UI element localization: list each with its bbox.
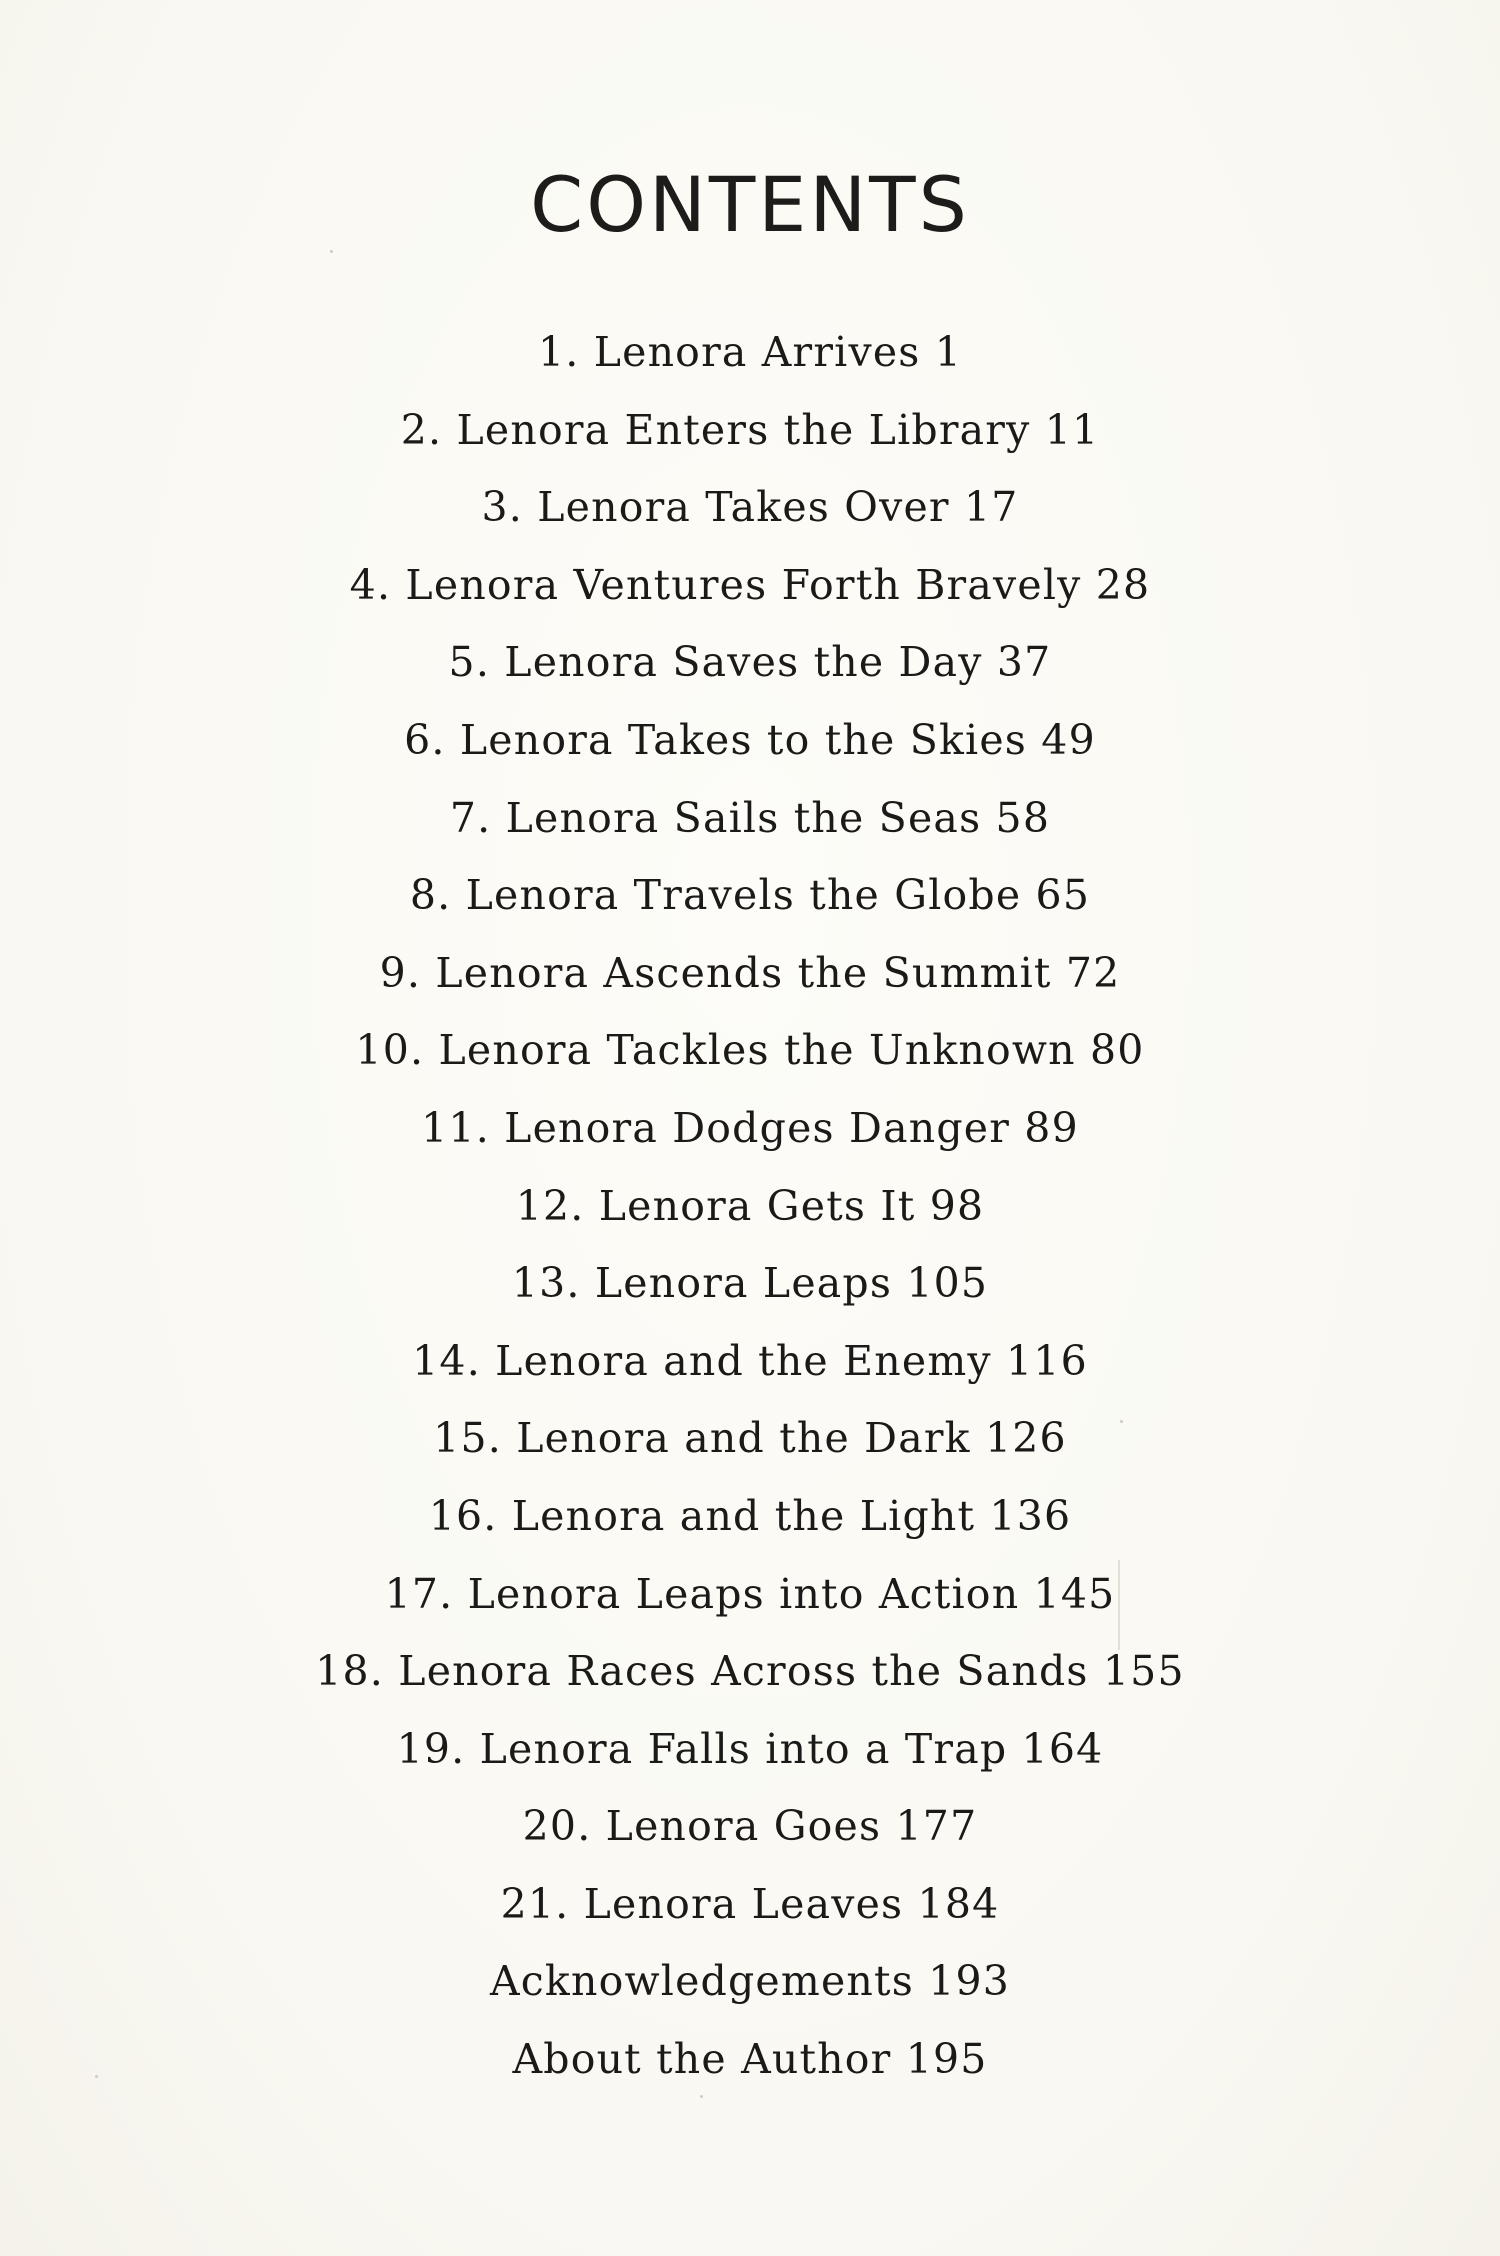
entry-page-number: 17 <box>963 483 1019 532</box>
table-of-contents <box>0 314 1500 2099</box>
entry-page-number: 1 <box>934 328 963 376</box>
toc-entry <box>0 702 1500 780</box>
page-title: CONTENTS <box>530 160 970 249</box>
entry-page-number: 28 <box>1095 560 1151 609</box>
entry-page-number: 49 <box>1041 715 1096 764</box>
entry-page-number: 164 <box>1021 1724 1104 1773</box>
toc-entry <box>0 1012 1500 1090</box>
toc-entry <box>0 547 1500 625</box>
entry-page-number: 195 <box>905 2035 988 2084</box>
entry-label: 19. Lenora Falls into a Trap <box>396 1724 1008 1773</box>
toc-entry <box>0 2021 1500 2099</box>
entry-page-number: 136 <box>989 1491 1072 1540</box>
entry-label: Acknowledgements <box>489 1957 914 2006</box>
entry-label: 5. Lenora Saves the Day <box>448 638 983 687</box>
entry-page-number: 11 <box>1044 405 1100 454</box>
entry-page-number: 116 <box>1006 1336 1088 1385</box>
entry-label: 17. Lenora Leaps into Action <box>384 1569 1020 1618</box>
toc-entry <box>0 1711 1500 1789</box>
toc-entry <box>0 1090 1500 1168</box>
entry-page-number: 177 <box>895 1802 978 1851</box>
entry-label: 3. Lenora Takes Over <box>481 483 950 532</box>
toc-entry <box>0 1556 1500 1634</box>
entry-label: 21. Lenora Leaves <box>500 1879 904 1928</box>
entry-page-number: 58 <box>995 793 1051 842</box>
toc-entry <box>0 1943 1500 2021</box>
entry-label: 8. Lenora Travels the Globe <box>409 871 1022 920</box>
entry-label: 12. Lenora Gets It <box>515 1181 916 1230</box>
toc-entry <box>0 1788 1500 1866</box>
entry-page-number: 126 <box>984 1414 1067 1463</box>
entry-label: About the Author <box>512 2035 892 2084</box>
entry-page-number: 89 <box>1024 1103 1079 1152</box>
entry-label: 11. Lenora Dodges Danger <box>421 1103 1011 1152</box>
paper-speck <box>330 250 333 253</box>
entry-page-number: 155 <box>1102 1647 1185 1696</box>
toc-entry <box>0 1866 1500 1944</box>
entry-label: 20. Lenora Goes <box>522 1802 882 1851</box>
entry-page-number: 98 <box>929 1181 985 1230</box>
entry-label: 6. Lenora Takes to the Skies <box>404 715 1028 764</box>
toc-entry <box>0 1323 1500 1401</box>
entry-label: 9. Lenora Ascends the Summit <box>379 948 1052 997</box>
toc-entry <box>0 1400 1500 1478</box>
entry-page-number: 72 <box>1065 948 1121 997</box>
entry-label: 13. Lenora Leaps <box>511 1259 893 1308</box>
toc-entry <box>0 1245 1500 1323</box>
entry-label: 7. Lenora Sails the Seas <box>449 793 982 842</box>
toc-entry <box>0 314 1500 392</box>
entry-page-number: 184 <box>917 1879 1000 1928</box>
entry-label: 1. Lenora Arrives <box>537 328 921 376</box>
entry-label: 15. Lenora and the Dark <box>433 1414 971 1463</box>
toc-entry <box>0 935 1500 1013</box>
toc-entry <box>0 780 1500 858</box>
entry-label: 4. Lenora Ventures Forth Bravely <box>349 560 1082 609</box>
toc-entry <box>0 624 1500 702</box>
toc-entry <box>0 392 1500 470</box>
entry-label: 2. Lenora Enters the Library <box>400 405 1031 454</box>
toc-entry <box>0 469 1500 547</box>
entry-label: 14. Lenora and the Enemy <box>412 1336 992 1385</box>
entry-page-number: 145 <box>1033 1569 1116 1618</box>
toc-entry <box>0 1633 1500 1711</box>
entry-label: 18. Lenora Races Across the Sands <box>315 1647 1089 1696</box>
entry-page-number: 105 <box>906 1259 989 1308</box>
toc-entry <box>0 857 1500 935</box>
entry-label: 10. Lenora Tackles the Unknown <box>355 1026 1076 1075</box>
entry-page-number: 80 <box>1089 1026 1145 1075</box>
entry-page-number: 193 <box>928 1957 1011 2006</box>
entry-page-number: 65 <box>1035 871 1091 920</box>
toc-entry <box>0 1478 1500 1556</box>
entry-page-number: 37 <box>996 638 1052 687</box>
toc-entry <box>0 1168 1500 1246</box>
entry-label: 16. Lenora and the Light <box>428 1491 976 1540</box>
